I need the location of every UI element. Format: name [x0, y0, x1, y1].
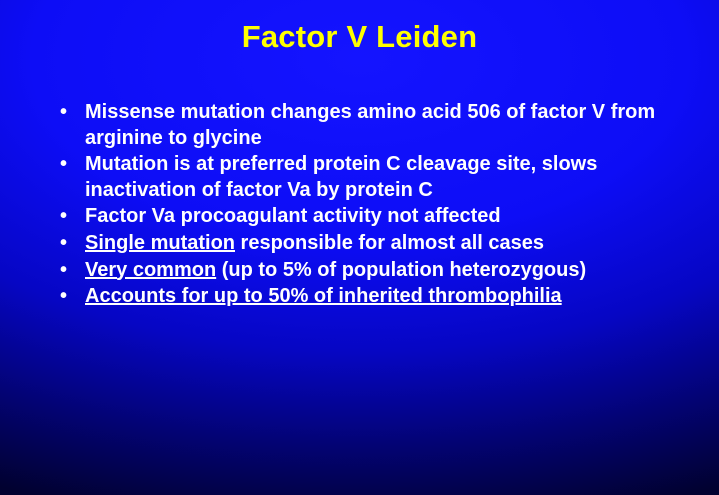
bullet-text	[85, 284, 680, 310]
bullet-list	[60, 100, 680, 311]
bullet-point-icon: •	[60, 231, 68, 254]
bullet-text	[85, 152, 680, 203]
plain-text: Mutation is at preferred protein C cleavage site, slows inactivation of factor Va by protein C	[85, 153, 603, 201]
bullet-point-icon: •	[60, 258, 68, 281]
plain-text: (up to 5% of population heterozygous)	[216, 258, 587, 281]
bullet-text	[85, 204, 680, 230]
plain-text: Missense mutation changes amino acid 506 of factor V from arginine to glycine	[85, 101, 661, 149]
bullet-point-icon: •	[60, 285, 68, 308]
bullet-very-common	[60, 258, 680, 284]
bullet-missense-mutation	[60, 100, 680, 151]
emphasized-text: Accounts for up to 50% of inherited thrombophilia	[85, 285, 562, 308]
plain-text: responsible for almost all cases	[235, 231, 545, 254]
bullet-point-icon: •	[60, 205, 68, 228]
bullet-point-icon: •	[60, 153, 68, 176]
page-title: Factor V Leiden	[241, 19, 478, 54]
bullet-single-mutation	[60, 231, 680, 257]
bullet-text	[85, 258, 680, 284]
bullet-procoagulant-activity	[60, 204, 680, 230]
bullet-protein-c-cleavage	[60, 152, 680, 203]
bullet-text	[85, 231, 680, 257]
emphasized-text: Very common	[85, 258, 217, 281]
plain-text: Factor Va procoagulant activity not affected	[85, 205, 501, 228]
emphasized-text: Single mutation	[85, 231, 235, 254]
bullet-point-icon: •	[60, 101, 68, 123]
bullet-inherited-thrombophilia	[60, 284, 680, 310]
bullet-text	[85, 100, 680, 151]
